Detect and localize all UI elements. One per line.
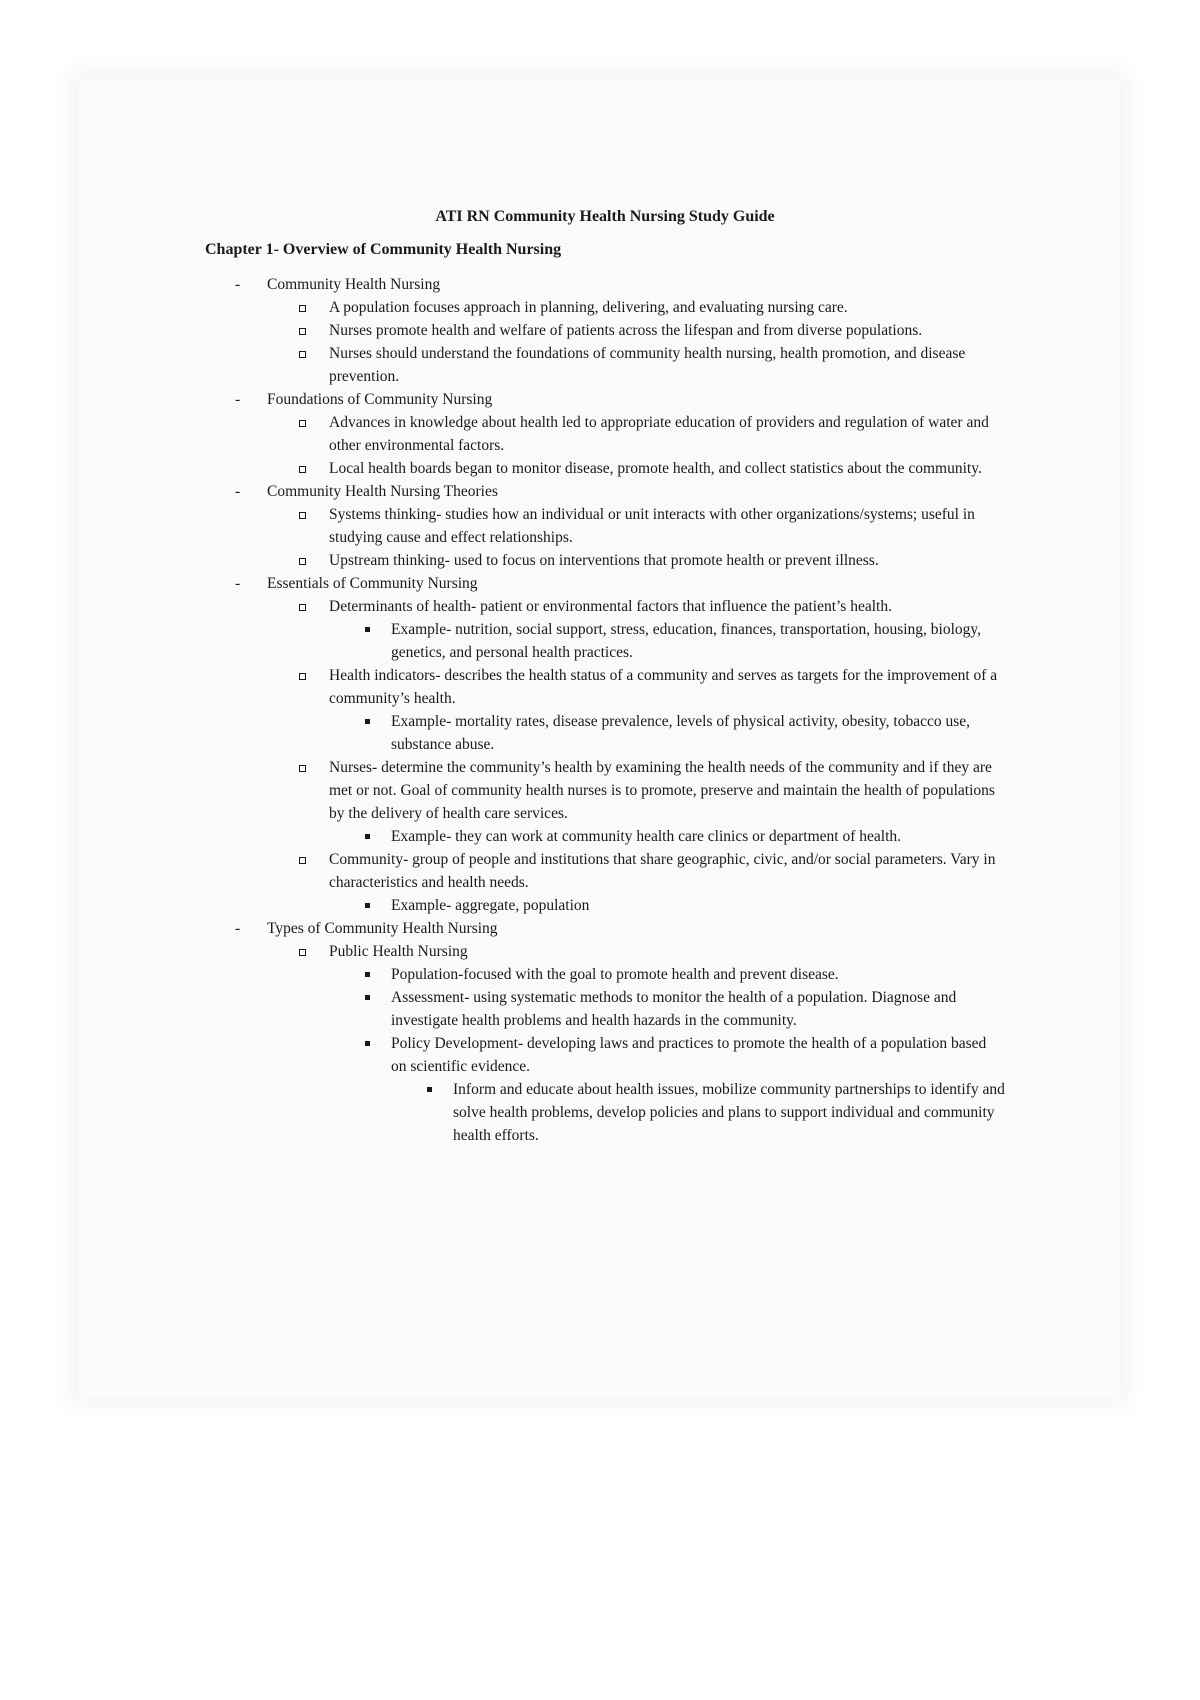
item-text: Example- they can work at community health care clinics or department of health. xyxy=(391,828,902,845)
list-item xyxy=(329,1032,1005,1147)
section-heading: Types of Community Health Nursing xyxy=(267,920,498,937)
outline-section xyxy=(205,917,1005,1147)
item-text: Health indicators- describes the health status of a community and serves as targets for the improvement of a community’s health. xyxy=(329,667,998,707)
list-item xyxy=(267,756,1005,848)
list-item xyxy=(329,618,1005,664)
item-text: Upstream thinking- used to focus on interventions that promote health or prevent illness. xyxy=(329,552,879,569)
list-item xyxy=(329,710,1005,756)
item-text: Policy Development- developing laws and practices to promote the health of a population based on scientific evidence. xyxy=(391,1035,987,1075)
section-heading: Community Health Nursing Theories xyxy=(267,483,498,500)
section-heading: Community Health Nursing xyxy=(267,276,441,293)
list-item xyxy=(267,848,1005,917)
filled-bullet-icon xyxy=(365,1041,370,1046)
dash-marker: - xyxy=(235,391,241,408)
item-text: Population-focused with the goal to promote health and prevent disease. xyxy=(391,966,839,983)
document-content xyxy=(205,205,1005,1147)
square-bullet-icon xyxy=(299,328,306,335)
dash-marker: - xyxy=(235,276,241,293)
square-bullet-icon xyxy=(299,673,306,680)
list-item xyxy=(267,549,1005,572)
filled-bullet-icon xyxy=(365,719,370,724)
list-item xyxy=(267,503,1005,549)
list-item xyxy=(267,296,1005,319)
dash-marker: - xyxy=(235,483,241,500)
list-item xyxy=(329,963,1005,986)
outline-section xyxy=(205,572,1005,917)
list-item xyxy=(329,894,1005,917)
item-text: Nurses should understand the foundations of community health nursing, health promotion, and disease prevention. xyxy=(329,345,966,385)
square-bullet-icon xyxy=(299,765,306,772)
item-text: Example- mortality rates, disease prevalence, levels of physical activity, obesity, tobacco use, substance abuse. xyxy=(391,713,971,753)
item-text: Advances in knowledge about health led to appropriate education of providers and regulation of water and other environmental factors. xyxy=(329,414,989,454)
outline-section xyxy=(205,480,1005,572)
item-text: Example- nutrition, social support, stress, education, finances, transportation, housing, biology, genetics, and personal health practices. xyxy=(391,621,982,661)
outline-section xyxy=(205,273,1005,388)
square-bullet-icon xyxy=(299,420,306,427)
list-item xyxy=(267,940,1005,1147)
item-text: Assessment- using systematic methods to monitor the health of a population. Diagnose and investigate health problems and health hazards in the community. xyxy=(391,989,957,1029)
filled-bullet-icon xyxy=(365,834,370,839)
square-bullet-icon xyxy=(299,949,306,956)
list-item xyxy=(267,342,1005,388)
item-text: Inform and educate about health issues, mobilize community partnerships to identify and solve health problems, develop policies and plans to support individual and community health efforts. xyxy=(453,1081,1005,1144)
square-bullet-icon xyxy=(299,604,306,611)
section-heading: Foundations of Community Nursing xyxy=(267,391,493,408)
item-text: Determinants of health- patient or environmental factors that influence the patient’s health. xyxy=(329,598,892,615)
item-text: Nurses promote health and welfare of patients across the lifespan and from diverse populations. xyxy=(329,322,923,339)
item-text: Example- aggregate, population xyxy=(391,897,590,914)
square-bullet-icon xyxy=(299,512,306,519)
outline-list xyxy=(205,273,1005,1147)
filled-bullet-icon xyxy=(365,995,370,1000)
chapter-heading: Chapter 1- Overview of Community Health Nursing xyxy=(205,241,562,258)
list-item xyxy=(391,1078,1005,1147)
square-bullet-icon xyxy=(299,558,306,565)
dash-marker: - xyxy=(235,920,241,937)
item-text: Systems thinking- studies how an individual or unit interacts with other organizations/systems; useful in studying cause and effect relationships. xyxy=(329,506,975,546)
filled-bullet-icon xyxy=(365,627,370,632)
list-item xyxy=(267,457,1005,480)
filled-bullet-icon xyxy=(365,903,370,908)
square-bullet-icon xyxy=(299,466,306,473)
dash-marker: - xyxy=(235,575,241,592)
document-title: ATI RN Community Health Nursing Study Guide xyxy=(435,208,775,225)
item-text: Local health boards began to monitor disease, promote health, and collect statistics about the community. xyxy=(329,460,982,477)
outline-section xyxy=(205,388,1005,480)
filled-bullet-icon xyxy=(365,972,370,977)
section-heading: Essentials of Community Nursing xyxy=(267,575,478,592)
list-item xyxy=(267,411,1005,457)
list-item xyxy=(329,825,1005,848)
square-bullet-icon xyxy=(299,351,306,358)
square-bullet-icon xyxy=(299,305,306,312)
item-text: Public Health Nursing xyxy=(329,943,468,960)
list-item xyxy=(267,595,1005,664)
list-item xyxy=(267,319,1005,342)
item-text: A population focuses approach in planning, delivering, and evaluating nursing care. xyxy=(329,299,848,316)
list-item xyxy=(267,664,1005,756)
list-item xyxy=(329,986,1005,1032)
filled-bullet-icon xyxy=(427,1087,432,1092)
square-bullet-icon xyxy=(299,857,306,864)
item-text: Nurses- determine the community’s health by examining the health needs of the community and if they are met or not. Goal of community health nurses is to promote, preserve and maintain the health of populations by the delivery of health care services. xyxy=(329,759,995,822)
item-text: Community- group of people and institutions that share geographic, civic, and/or social parameters. Vary in characteristics and health needs. xyxy=(329,851,996,891)
